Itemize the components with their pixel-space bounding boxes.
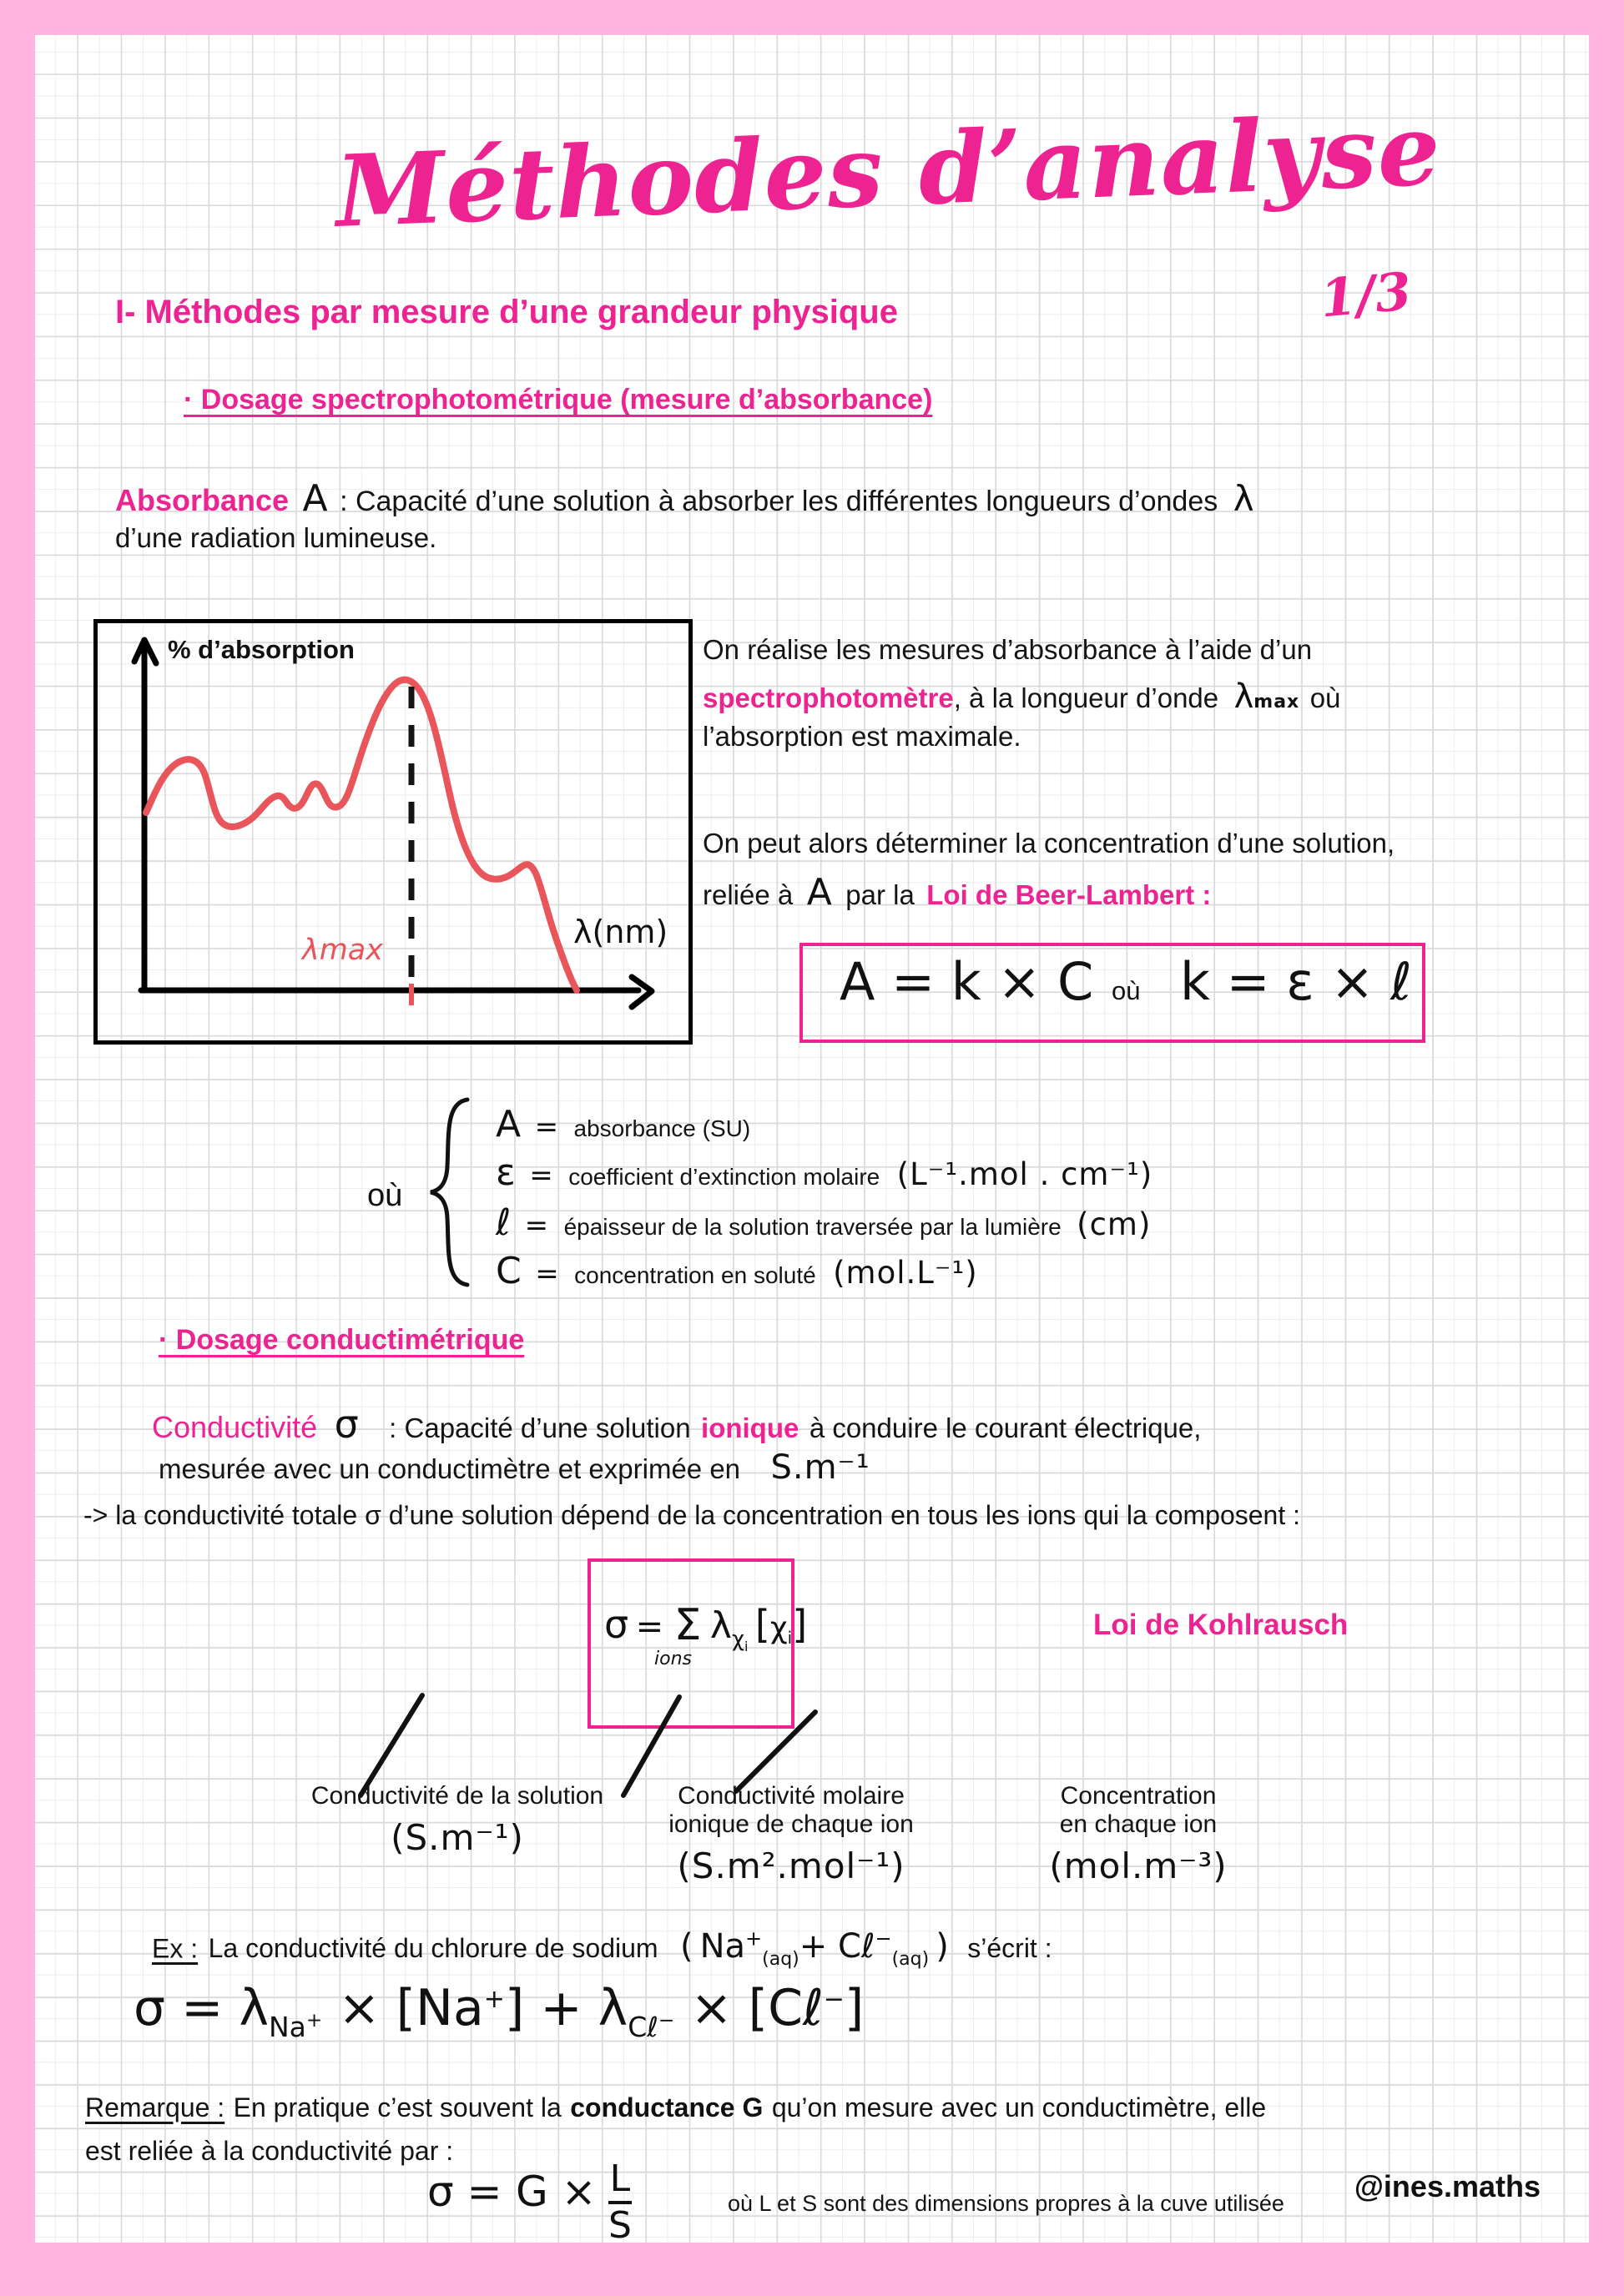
leader-line-2 — [623, 1697, 679, 1795]
conductance-formula-g: G × — [515, 2168, 597, 2217]
example-suffix: s’écrit : — [967, 1933, 1052, 1964]
annotation-2-label-line1: Conductivité molaire — [678, 1782, 905, 1810]
kohlrausch-formula: σ = Σ $\lambda\chi_i$ [χi] — [604, 1600, 808, 1654]
conductivite-term: Conductivité — [152, 1410, 318, 1444]
conductivite-text-a: : Capacité d’une solution — [389, 1412, 691, 1443]
page-title: Méthodes d’analyse — [333, 91, 1444, 249]
def-symbol-C: C — [496, 1250, 522, 1292]
def-eq-epsilon: = — [529, 1159, 553, 1192]
spectro-text-line1: On réalise les mesures d’absorbance à l’aide d’un — [703, 634, 1313, 665]
def-text-A: absorbance (SU) — [573, 1115, 751, 1141]
def-symbol-A: A — [496, 1103, 522, 1145]
def-unit-C: (mol.L⁻¹) — [833, 1255, 978, 1291]
example-text: La conductivité du chlorure de sodium — [208, 1933, 658, 1964]
conductance-bold: conductance G — [570, 2092, 764, 2122]
definition-row-l — [496, 1201, 1151, 1244]
annotation-3-unit: (mol.m⁻³) — [1049, 1845, 1228, 1886]
conductivite-text-b: à conduire le courant électrique, — [809, 1412, 1202, 1443]
absorbance-symbol: A — [302, 477, 328, 520]
conductimetre-text: mesurée avec un conductimètre et exprimée en — [159, 1453, 741, 1484]
concentration-text-line2 — [703, 871, 1211, 914]
lambda-icon: λ — [1233, 478, 1254, 519]
sigma-symbol: σ — [334, 1402, 359, 1447]
kohlrausch-law-label: Loi de Kohlrausch — [1093, 1609, 1349, 1641]
def-text-C: concentration en soluté — [574, 1262, 816, 1288]
chart-svg — [98, 623, 680, 1032]
reliee-a-label: reliée à — [703, 879, 794, 910]
annotation-1 — [282, 1782, 633, 1858]
beer-lambert-formula-box — [799, 943, 1425, 1043]
def-eq-l: = — [524, 1209, 549, 1242]
conductance-fraction — [608, 2158, 632, 2243]
fraction-numerator: L — [609, 2158, 631, 2200]
def-eq-A: = — [534, 1110, 559, 1144]
conductivity-unit: S.m⁻¹ — [770, 1448, 870, 1487]
chart-y-axis-label: % d’absorption — [168, 635, 355, 664]
conductivite-totale-line: -> la conductivité totale σ d’une solution dépend de la concentration en tous les ions qui la composent : — [83, 1500, 1301, 1530]
remark-text-a: En pratique c’est souvent la — [233, 2092, 562, 2122]
annotation-3-label-line2: en chaque ion — [1059, 1810, 1218, 1838]
spectro-text-line2-rest: , à la longueur d’onde — [953, 682, 1219, 713]
remark-line1 — [85, 2092, 1266, 2123]
definition-row-C — [496, 1250, 978, 1292]
ou-word-2: où — [1112, 976, 1141, 1005]
example-formula: $\sigma = \lambda_{Na^+} \times [Na^+] + \lambda_{C\ell^-}$ × [Cℓ−] — [134, 1979, 865, 2043]
kohlrausch-sum-subscript: ions — [654, 1649, 692, 1669]
conductivite-definition-line1 — [152, 1402, 1201, 1447]
def-eq-C: = — [535, 1257, 559, 1291]
absorbance-symbol-2: A — [806, 871, 832, 914]
conductivite-definition-line2 — [159, 1448, 870, 1487]
remark-line2: est reliée à la conductivité par : — [85, 2136, 454, 2166]
annotation-2 — [641, 1782, 941, 1886]
example-prefix: Ex : — [152, 1933, 199, 1964]
spectro-text-line2 — [703, 677, 1340, 716]
conductance-formula-left: σ = — [427, 2168, 502, 2217]
section-1-heading: I- Méthodes par mesure d’une grandeur physique — [115, 294, 898, 330]
fraction-denominator: S — [608, 2204, 632, 2243]
example-line — [152, 1927, 1052, 1970]
beer-lambert-formula-left: A = k × C — [840, 951, 1094, 1012]
absorbance-definition-line1 — [115, 477, 1254, 520]
def-unit-l: (cm) — [1077, 1206, 1152, 1242]
remark-prefix: Remarque : — [85, 2092, 225, 2122]
example-species: ( $Na^+_{(aq)}+$ Cℓ−$_{(aq)}$ ) — [680, 1927, 949, 1971]
remark-text-b: qu’on mesure avec un conductimètre, elle — [771, 2092, 1267, 2122]
page-number: 1/3 — [1318, 260, 1414, 330]
spectro-text-line3: l’absorption est maximale. — [703, 721, 1021, 752]
def-text-epsilon: coefficient d’extinction molaire — [568, 1164, 880, 1190]
chart-x-axis-label: λ(nm) — [573, 914, 668, 950]
definition-row-epsilon — [496, 1151, 1152, 1194]
sub-heading-conductimetrie: · Dosage conductimétrique — [159, 1324, 525, 1356]
annotation-leader-lines — [269, 1645, 1270, 1804]
conductance-formula — [427, 2158, 632, 2243]
par-la-label: par la — [845, 879, 915, 910]
ionique-bold: ionique — [701, 1412, 799, 1443]
where-label: où — [367, 1178, 403, 1213]
beer-lambert-formula-right: k = ε × ℓ — [1180, 951, 1412, 1012]
sub-heading-spectrophotometrie: · Dosage spectrophotométrique (mesure d’absorbance) — [184, 384, 933, 415]
absorbance-term: Absorbance — [115, 483, 290, 517]
curly-brace-icon — [426, 1096, 484, 1288]
leader-line-1 — [361, 1695, 422, 1795]
ou-word-1: où — [1309, 682, 1341, 713]
def-symbol-l: ℓ — [496, 1201, 512, 1244]
annotation-2-label-line2: ionique de chaque ion — [668, 1810, 914, 1838]
annotation-1-label: Conductivité de la solution — [310, 1782, 604, 1810]
lambda-max-symbol: λmax — [1233, 677, 1300, 716]
remark-note: où L et S sont des dimensions propres à la cuve utilisée — [728, 2191, 1284, 2216]
def-text-l: épaisseur de la solution traversée par la lumière — [563, 1214, 1062, 1240]
annotation-3 — [1013, 1782, 1263, 1886]
annotation-1-unit: (S.m⁻¹) — [391, 1817, 524, 1858]
absorbance-description: : Capacité d’une solution à absorber les différentes longueurs d’ondes — [340, 486, 1218, 517]
def-unit-epsilon: (L⁻¹.mol . cm⁻¹) — [896, 1156, 1153, 1192]
absorbance-definition-line2: d’une radiation lumineuse. — [115, 522, 437, 553]
signature: @ines.maths — [1354, 2169, 1541, 2203]
chart-lambda-max-annotation: λmax — [302, 934, 383, 967]
concentration-text-line1: On peut alors déterminer la concentration d’une solution, — [703, 828, 1395, 858]
grid-paper-sheet — [35, 35, 1589, 2243]
spectrophotometre-bold: spectrophotomètre — [703, 682, 954, 713]
absorption-spectrum-chart — [93, 619, 693, 1045]
definition-row-A — [496, 1103, 750, 1145]
annotation-3-label-line1: Concentration — [1060, 1782, 1217, 1810]
beer-lambert-law-label: Loi de Beer-Lambert : — [926, 879, 1212, 910]
annotation-2-unit: (S.m².mol⁻¹) — [677, 1845, 905, 1886]
leader-line-3 — [736, 1712, 815, 1791]
def-symbol-epsilon: ε — [496, 1151, 516, 1194]
